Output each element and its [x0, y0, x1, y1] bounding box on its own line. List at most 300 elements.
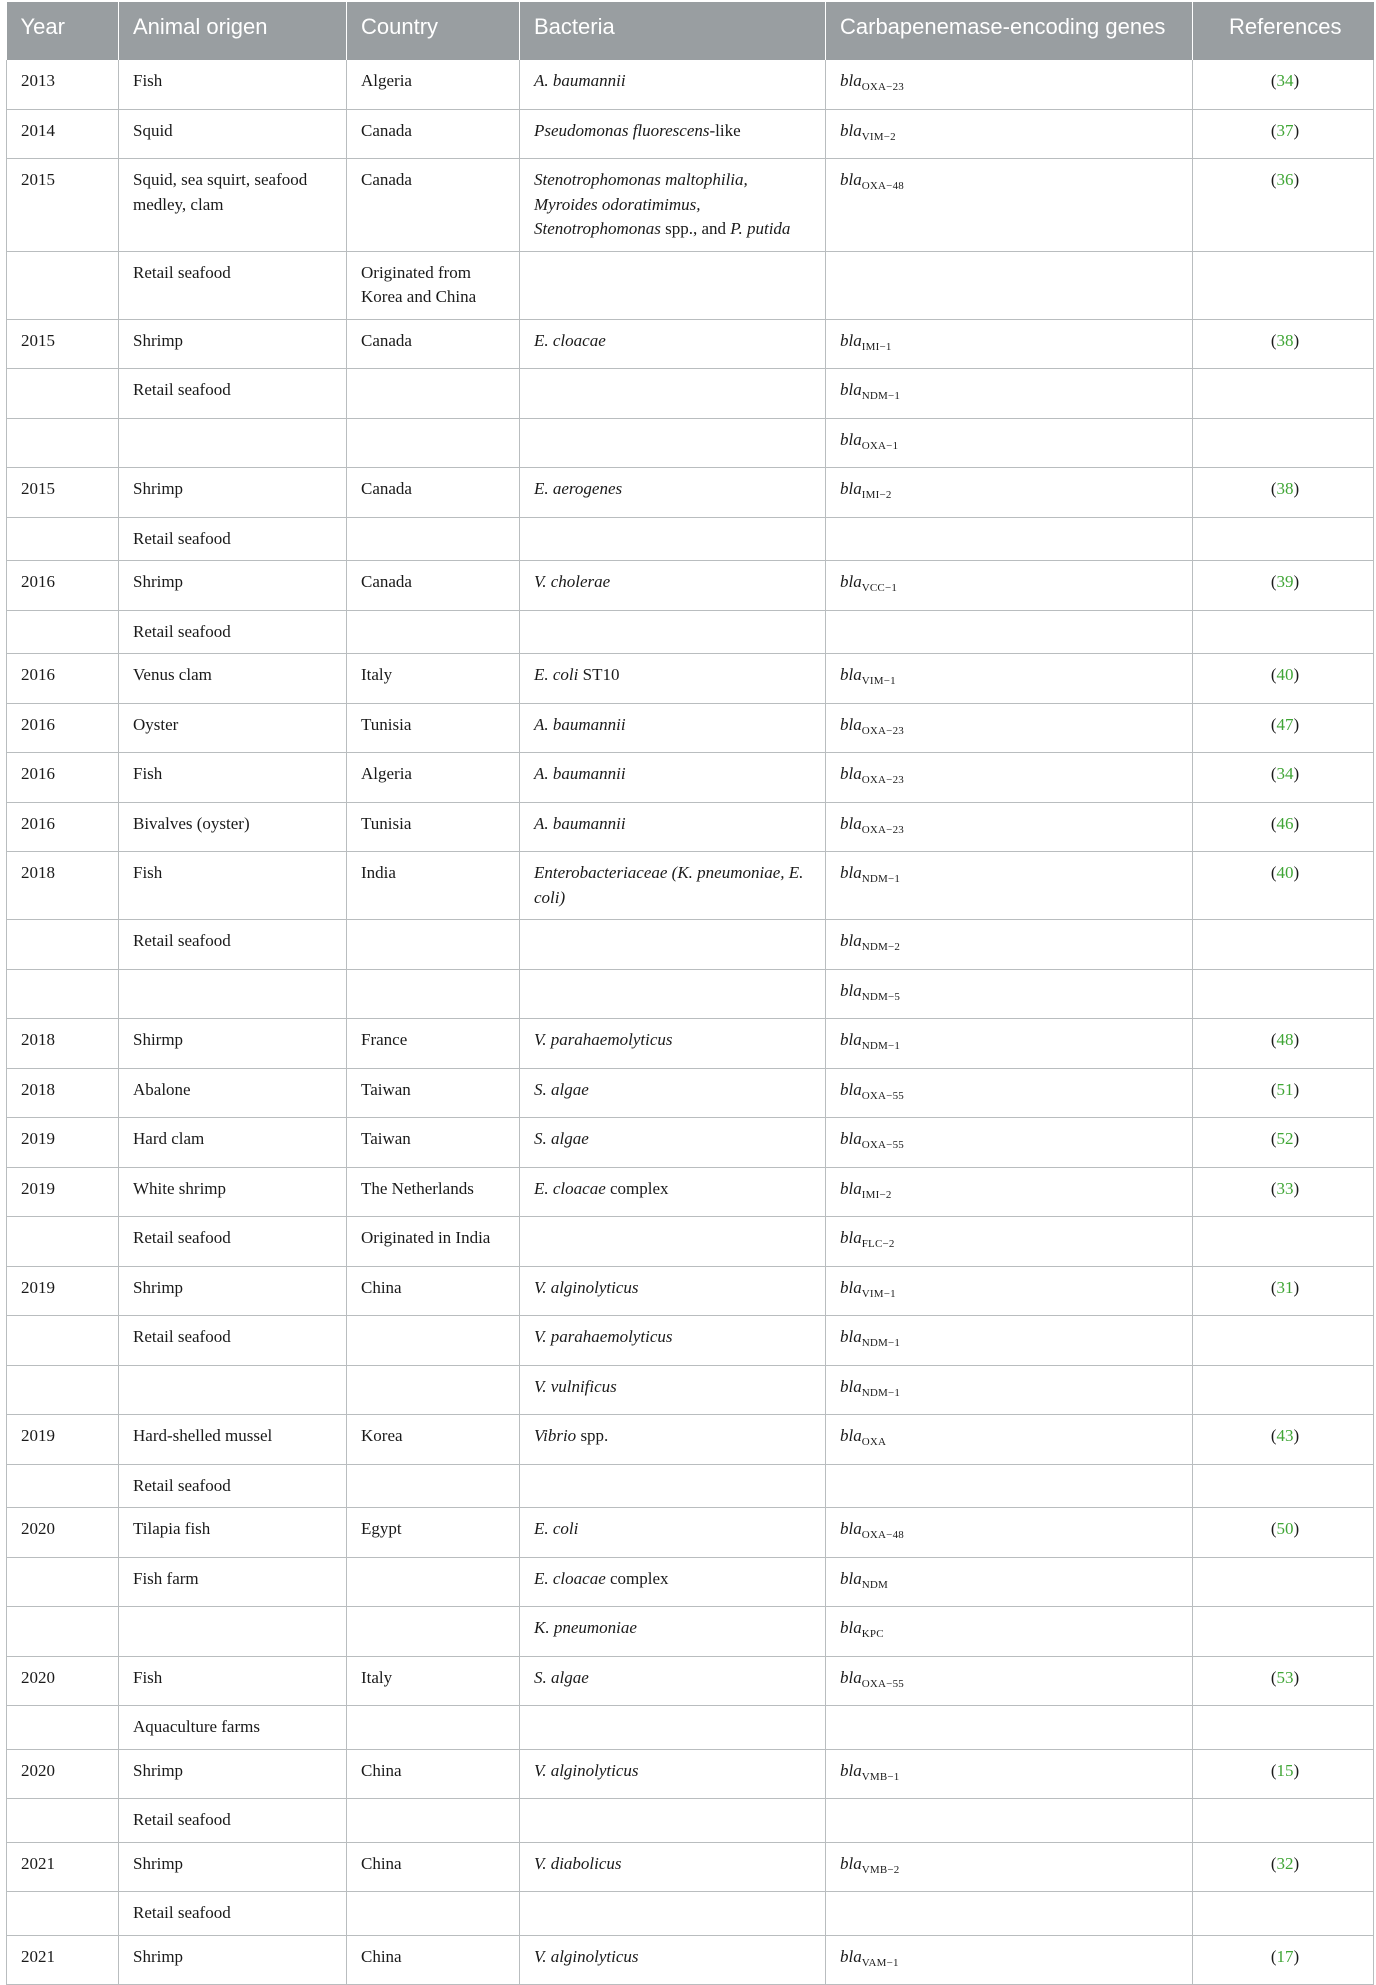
reference-link[interactable]: (33): [1270, 1178, 1300, 1198]
cell-reference: [1193, 1019, 1374, 1069]
gene-subscript: OXA−55: [861, 1139, 904, 1151]
table-row: [7, 969, 1374, 1019]
cell-animal-origin: Aquaculture farms: [119, 1706, 347, 1750]
gene-name: [840, 1030, 901, 1052]
bacteria-name-italic: V. cholerae: [534, 572, 611, 591]
gene-name: [840, 1327, 901, 1349]
table-row: [7, 1706, 1374, 1750]
cell-bacteria: [520, 1266, 826, 1316]
gene-name: [840, 330, 892, 353]
reference-number[interactable]: 47: [1276, 714, 1294, 734]
table-row: [7, 1935, 1374, 1985]
reference-number[interactable]: 48: [1276, 1030, 1294, 1049]
cell-reference: [1193, 159, 1374, 252]
cell-bacteria: [520, 109, 826, 159]
cell-country: [347, 1464, 520, 1508]
gene-prefix: bla: [840, 980, 862, 1000]
cell-animal-origin: Venus clam: [119, 654, 347, 704]
cell-gene: [826, 517, 1193, 561]
cell-year: [7, 418, 119, 468]
cell-year: 2016: [7, 561, 119, 611]
bacteria-name-italic: E. cloacae: [534, 1568, 606, 1588]
table-row: [7, 1464, 1374, 1508]
cell-country: Canada: [347, 109, 520, 159]
cell-bacteria: [520, 251, 826, 319]
gene-prefix: bla: [840, 429, 862, 449]
gene-subscript: NDM−5: [861, 990, 901, 1003]
cell-reference: [1193, 517, 1374, 561]
cell-year: 2013: [7, 60, 119, 109]
cell-country: China: [347, 1935, 520, 1985]
reference-link[interactable]: (34): [1270, 71, 1300, 90]
cell-bacteria: [520, 1842, 826, 1892]
table-row: [7, 610, 1374, 654]
bacteria-name-italic: V. parahaemolyticus: [534, 1327, 673, 1346]
cell-bacteria: [520, 1464, 826, 1508]
cell-country: [347, 1316, 520, 1366]
gene-prefix: bla: [840, 1618, 862, 1637]
reference-number[interactable]: 38: [1276, 330, 1294, 350]
reference-link[interactable]: (48): [1270, 1030, 1300, 1049]
cell-gene: [826, 1508, 1193, 1558]
reference-number[interactable]: 34: [1276, 71, 1294, 90]
cell-country: Italy: [347, 1656, 520, 1706]
gene-prefix: bla: [840, 1030, 862, 1049]
reference-link[interactable]: (37): [1270, 120, 1300, 140]
cell-animal-origin: Hard clam: [119, 1118, 347, 1168]
cell-gene: [826, 319, 1193, 369]
gene-subscript: OXA−48: [861, 1529, 904, 1541]
cell-reference: [1193, 969, 1374, 1019]
bacteria-name-italic: E. cloacae: [534, 1178, 606, 1198]
cell-animal-origin: Shirmp: [119, 1019, 347, 1069]
gene-name: [840, 1568, 889, 1591]
cell-animal-origin: Retail seafood: [119, 1464, 347, 1508]
cell-reference: [1193, 852, 1374, 920]
cell-reference: [1193, 1217, 1374, 1267]
reference-link[interactable]: (31): [1270, 1277, 1300, 1297]
cell-country: [347, 1706, 520, 1750]
bacteria-name-italic: Vibrio: [534, 1426, 577, 1445]
cell-country: Algeria: [347, 60, 520, 109]
cell-animal-origin: [119, 1607, 347, 1657]
cell-year: 2015: [7, 319, 119, 369]
cell-gene: [826, 1415, 1193, 1465]
table-row: [7, 561, 1374, 611]
reference-number[interactable]: 38: [1276, 479, 1294, 498]
gene-prefix: bla: [840, 1519, 862, 1538]
cell-bacteria: [520, 1935, 826, 1985]
gene-subscript: VCC−1: [861, 582, 898, 594]
cell-year: [7, 610, 119, 654]
cell-reference: [1193, 1464, 1374, 1508]
cell-bacteria: [520, 1656, 826, 1706]
cell-bacteria: [520, 1799, 826, 1843]
table-row: [7, 109, 1374, 159]
cell-gene: [826, 969, 1193, 1019]
cell-reference: [1193, 1706, 1374, 1750]
reference-number[interactable]: 40: [1276, 665, 1294, 684]
cell-bacteria: [520, 1557, 826, 1607]
cell-gene: [826, 1749, 1193, 1799]
reference-link[interactable]: (36): [1270, 170, 1300, 189]
cell-reference: [1193, 1799, 1374, 1843]
cell-country: Originated in India: [347, 1217, 520, 1267]
cell-year: [7, 1557, 119, 1607]
cell-gene: [826, 1557, 1193, 1607]
cell-animal-origin: Retail seafood: [119, 251, 347, 319]
cell-reference: [1193, 1557, 1374, 1607]
bacteria-name-italic: V. alginolyticus: [534, 1946, 639, 1966]
table-row: [7, 852, 1374, 920]
gene-prefix: bla: [840, 1228, 862, 1247]
bacteria-name-italic: A. baumannii: [534, 813, 626, 833]
gene-subscript: OXA−23: [861, 774, 904, 786]
cell-gene: [826, 703, 1193, 753]
reference-number[interactable]: 31: [1276, 1277, 1294, 1297]
cell-gene: [826, 802, 1193, 852]
reference-link[interactable]: (34): [1270, 764, 1300, 783]
table-header: [7, 2, 1374, 60]
reference-number[interactable]: 39: [1276, 572, 1294, 591]
reference-link[interactable]: (53): [1270, 1667, 1300, 1687]
gene-subscript: OXA−23: [861, 81, 904, 93]
cell-year: [7, 969, 119, 1019]
gene-name: [840, 1853, 900, 1876]
bacteria-name-italic: V. vulnificus: [534, 1376, 617, 1396]
table-row: [7, 654, 1374, 704]
cell-reference: [1193, 1068, 1374, 1118]
cell-year: [7, 1217, 119, 1267]
reference-link[interactable]: (40): [1270, 863, 1300, 882]
cell-country: [347, 1557, 520, 1607]
gene-name: [840, 1079, 904, 1102]
gene-subscript: OXA−55: [861, 1677, 904, 1690]
cell-reference: [1193, 654, 1374, 704]
gene-name: [840, 931, 901, 953]
cell-year: [7, 369, 119, 419]
reference-link[interactable]: (47): [1270, 714, 1300, 734]
cell-year: 2018: [7, 852, 119, 920]
cell-reference: [1193, 920, 1374, 970]
gene-name: [840, 1667, 904, 1690]
reference-number[interactable]: 50: [1276, 1519, 1294, 1538]
cell-bacteria: [520, 1892, 826, 1936]
bacteria-name-italic: P. putida: [730, 219, 791, 238]
cell-animal-origin: Retail seafood: [119, 517, 347, 561]
cell-animal-origin: [119, 969, 347, 1019]
gene-name: [840, 429, 899, 452]
reference-link[interactable]: (39): [1270, 572, 1300, 591]
cell-country: Canada: [347, 319, 520, 369]
gene-prefix: bla: [840, 120, 862, 140]
gene-subscript: NDM−1: [861, 390, 901, 402]
cell-gene: [826, 753, 1193, 803]
cell-country: India: [347, 852, 520, 920]
bacteria-name-italic: A. baumannii: [534, 714, 626, 734]
table-row: [7, 703, 1374, 753]
cell-gene: [826, 654, 1193, 704]
reference-number[interactable]: 40: [1276, 863, 1294, 882]
table-row: [7, 319, 1374, 369]
cell-country: [347, 517, 520, 561]
gene-name: [840, 1277, 896, 1300]
cell-bacteria: [520, 60, 826, 109]
cell-animal-origin: [119, 1365, 347, 1415]
table-row: [7, 517, 1374, 561]
cell-bacteria: [520, 703, 826, 753]
gene-name: [840, 1426, 887, 1448]
header-country: Country: [347, 2, 520, 60]
cell-animal-origin: White shrimp: [119, 1167, 347, 1217]
cell-bacteria: [520, 1068, 826, 1118]
reference-number[interactable]: 51: [1276, 1079, 1294, 1099]
cell-year: 2016: [7, 802, 119, 852]
cell-reference: [1193, 1656, 1374, 1706]
reference-link[interactable]: (50): [1270, 1519, 1300, 1538]
reference-link[interactable]: (52): [1270, 1129, 1300, 1148]
bacteria-name-italic: Pseudomonas fluorescens: [534, 120, 710, 140]
gene-name: [840, 479, 892, 501]
cell-bacteria: [520, 852, 826, 920]
cell-year: 2016: [7, 703, 119, 753]
gene-subscript: KPC: [861, 1628, 884, 1640]
cell-bacteria: [520, 1706, 826, 1750]
cell-gene: [826, 109, 1193, 159]
bacteria-name-italic: S. algae: [534, 1667, 589, 1687]
reference-link[interactable]: (17): [1270, 1946, 1300, 1966]
cell-country: [347, 920, 520, 970]
cell-gene: [826, 60, 1193, 109]
reference-number[interactable]: 37: [1276, 120, 1294, 140]
table-row: [7, 1167, 1374, 1217]
gene-subscript: IMI−1: [861, 340, 892, 353]
cell-animal-origin: Fish: [119, 1656, 347, 1706]
reference-number[interactable]: 33: [1276, 1178, 1294, 1198]
cell-animal-origin: Fish farm: [119, 1557, 347, 1607]
header-genes: Carbapenemase-encoding genes: [826, 2, 1193, 60]
gene-name: [840, 1618, 884, 1640]
gene-prefix: bla: [840, 380, 862, 399]
cell-reference: [1193, 1266, 1374, 1316]
bacteria-name-italic: A. baumannii: [534, 71, 626, 90]
gene-prefix: bla: [840, 1568, 862, 1588]
cell-country: Algeria: [347, 753, 520, 803]
cell-year: 2019: [7, 1415, 119, 1465]
gene-subscript: OXA−1: [861, 439, 899, 452]
gene-prefix: bla: [840, 479, 862, 498]
cell-bacteria: [520, 969, 826, 1019]
cell-animal-origin: Oyster: [119, 703, 347, 753]
gene-prefix: bla: [840, 1376, 862, 1396]
carbapenemase-table: [6, 2, 1374, 1985]
table-row: [7, 1118, 1374, 1168]
cell-country: Tunisia: [347, 802, 520, 852]
reference-link[interactable]: (38): [1270, 479, 1300, 498]
gene-subscript: NDM−1: [861, 1040, 901, 1052]
bacteria-text: complex: [605, 1178, 669, 1198]
header-bacteria: Bacteria: [520, 2, 826, 60]
table-row: [7, 920, 1374, 970]
cell-year: 2014: [7, 109, 119, 159]
cell-country: [347, 1365, 520, 1415]
bacteria-name-italic: E. cloacae: [534, 330, 606, 350]
reference-number[interactable]: 17: [1276, 1946, 1294, 1966]
reference-number[interactable]: 15: [1276, 1760, 1294, 1780]
table-row: [7, 1316, 1374, 1366]
table-row: [7, 159, 1374, 252]
table-row: [7, 1365, 1374, 1415]
table-row: [7, 1892, 1374, 1936]
table-row: [7, 1607, 1374, 1657]
gene-prefix: bla: [840, 714, 862, 734]
bacteria-text: complex: [605, 1568, 669, 1588]
cell-year: 2021: [7, 1842, 119, 1892]
bacteria-text: -like: [709, 120, 741, 140]
header-references: References: [1193, 2, 1374, 60]
gene-subscript: VIM−1: [861, 675, 896, 687]
cell-animal-origin: Shrimp: [119, 1935, 347, 1985]
bacteria-name-italic: E. coli: [534, 1519, 579, 1538]
reference-number[interactable]: 52: [1276, 1129, 1294, 1148]
cell-year: 2016: [7, 654, 119, 704]
cell-country: [347, 1607, 520, 1657]
bacteria-name-italic: Enterobacteriaceae (K. pneumoniae, E. coli): [534, 863, 804, 907]
cell-year: 2020: [7, 1749, 119, 1799]
cell-animal-origin: Retail seafood: [119, 1892, 347, 1936]
reference-number[interactable]: 53: [1276, 1667, 1294, 1687]
cell-bacteria: [520, 319, 826, 369]
cell-reference: [1193, 369, 1374, 419]
cell-country: France: [347, 1019, 520, 1069]
gene-subscript: OXA: [861, 1436, 887, 1448]
cell-year: [7, 1892, 119, 1936]
reference-link[interactable]: (43): [1270, 1426, 1300, 1445]
reference-number[interactable]: 36: [1276, 170, 1294, 189]
cell-country: Taiwan: [347, 1118, 520, 1168]
reference-number[interactable]: 43: [1276, 1426, 1294, 1445]
table-row: [7, 1266, 1374, 1316]
reference-link[interactable]: (40): [1270, 665, 1300, 684]
cell-reference: [1193, 1508, 1374, 1558]
cell-reference: [1193, 1892, 1374, 1936]
cell-reference: [1193, 319, 1374, 369]
reference-number[interactable]: 32: [1276, 1853, 1294, 1873]
gene-prefix: bla: [840, 1327, 862, 1346]
cell-gene: [826, 1892, 1193, 1936]
table-row: [7, 60, 1374, 109]
cell-country: [347, 418, 520, 468]
cell-bacteria: [520, 369, 826, 419]
cell-country: [347, 1799, 520, 1843]
cell-reference: [1193, 109, 1374, 159]
gene-prefix: bla: [840, 863, 862, 882]
bacteria-text: ST10: [578, 665, 620, 684]
cell-gene: [826, 251, 1193, 319]
cell-reference: [1193, 1415, 1374, 1465]
reference-link[interactable]: (32): [1270, 1853, 1300, 1873]
cell-country: China: [347, 1266, 520, 1316]
gene-prefix: bla: [840, 665, 862, 684]
cell-gene: [826, 1799, 1193, 1843]
reference-link[interactable]: (38): [1270, 330, 1300, 350]
cell-animal-origin: Bivalves (oyster): [119, 802, 347, 852]
cell-bacteria: [520, 1607, 826, 1657]
cell-animal-origin: Shrimp: [119, 319, 347, 369]
cell-year: 2020: [7, 1656, 119, 1706]
cell-gene: [826, 561, 1193, 611]
bacteria-name-italic: A. baumannii: [534, 764, 626, 783]
cell-bacteria: [520, 1415, 826, 1465]
cell-reference: [1193, 802, 1374, 852]
cell-gene: [826, 1464, 1193, 1508]
cell-country: Tunisia: [347, 703, 520, 753]
gene-name: [840, 1376, 901, 1399]
cell-bacteria: [520, 1508, 826, 1558]
reference-link[interactable]: (15): [1270, 1760, 1300, 1780]
cell-bacteria: [520, 753, 826, 803]
cell-bacteria: [520, 1118, 826, 1168]
gene-subscript: VMB−2: [861, 1863, 900, 1876]
table-row: [7, 1799, 1374, 1843]
bacteria-text: spp.: [576, 1426, 609, 1445]
cell-country: Taiwan: [347, 1068, 520, 1118]
cell-bacteria: [520, 920, 826, 970]
cell-bacteria: [520, 1019, 826, 1069]
cell-year: [7, 920, 119, 970]
table-row: [7, 753, 1374, 803]
reference-number[interactable]: 34: [1276, 764, 1294, 783]
cell-year: 2020: [7, 1508, 119, 1558]
table-row: [7, 418, 1374, 468]
gene-subscript: VMB−1: [861, 1770, 900, 1783]
cell-gene: [826, 418, 1193, 468]
cell-reference: [1193, 1118, 1374, 1168]
table-row: [7, 802, 1374, 852]
gene-name: [840, 714, 904, 737]
cell-reference: [1193, 1749, 1374, 1799]
cell-reference: [1193, 1167, 1374, 1217]
bacteria-text: spp., and: [660, 219, 731, 238]
cell-gene: [826, 369, 1193, 419]
cell-animal-origin: Shrimp: [119, 468, 347, 518]
table-body: [7, 60, 1374, 1985]
cell-country: Canada: [347, 468, 520, 518]
gene-name: [840, 1760, 900, 1783]
gene-prefix: bla: [840, 1178, 862, 1198]
gene-subscript: OXA−23: [861, 724, 904, 737]
gene-prefix: bla: [840, 1853, 862, 1873]
gene-prefix: bla: [840, 1946, 862, 1966]
cell-gene: [826, 1118, 1193, 1168]
table-row: [7, 369, 1374, 419]
gene-prefix: bla: [840, 931, 862, 950]
gene-name: [840, 572, 898, 594]
cell-year: 2016: [7, 753, 119, 803]
bacteria-name-italic: V. diabolicus: [534, 1853, 622, 1873]
cell-country: [347, 1892, 520, 1936]
reference-link[interactable]: (51): [1270, 1079, 1300, 1099]
table-row: [7, 1842, 1374, 1892]
cell-bacteria: [520, 159, 826, 252]
cell-animal-origin: Retail seafood: [119, 1316, 347, 1366]
gene-prefix: bla: [840, 1277, 862, 1297]
cell-reference: [1193, 60, 1374, 109]
reference-number[interactable]: 46: [1276, 813, 1294, 833]
reference-link[interactable]: (46): [1270, 813, 1300, 833]
cell-year: [7, 1316, 119, 1366]
cell-bacteria: [520, 654, 826, 704]
